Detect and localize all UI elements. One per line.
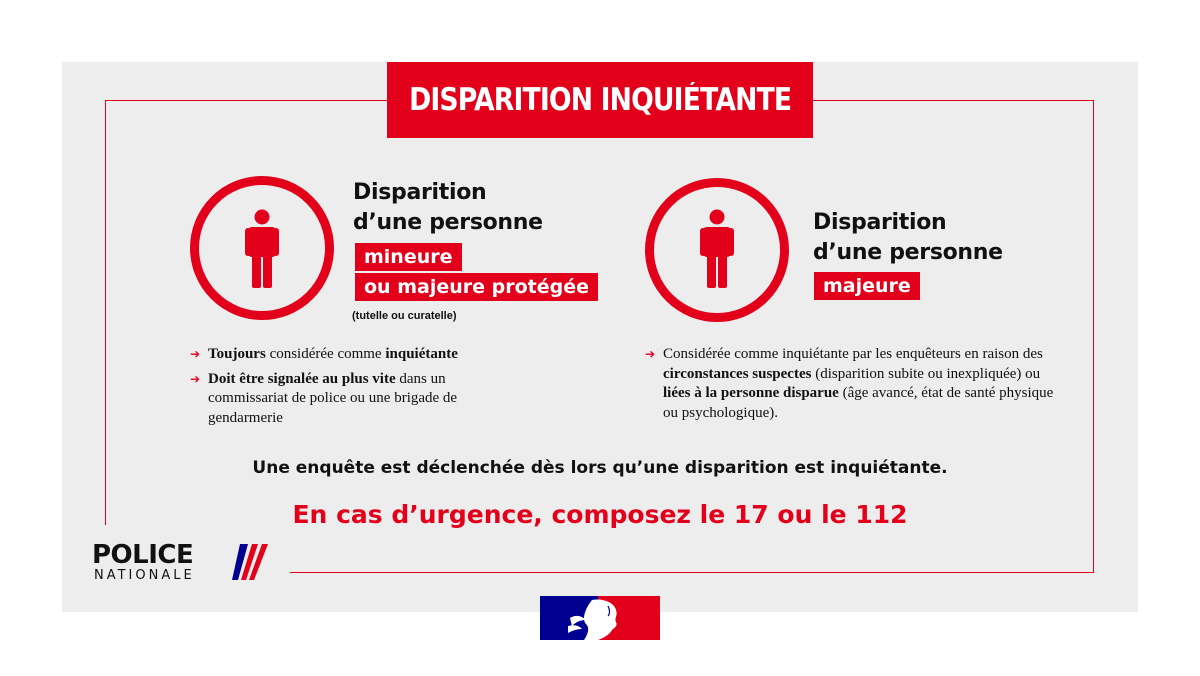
person-icon (245, 209, 279, 289)
arrow-icon: ➔ (190, 371, 201, 386)
frame-top-left (105, 100, 387, 101)
frame-top-right (813, 100, 1094, 101)
bullet-text: considérée comme (265, 346, 386, 362)
left-note: (tutelle ou curatelle) (352, 310, 457, 322)
emergency-text: En cas d’urgence, composez le 17 ou le 112 (292, 500, 908, 529)
police-nationale-logo (92, 540, 282, 588)
left-heading-line1: Disparition (353, 180, 487, 205)
right-heading-line1: Disparition (813, 210, 947, 235)
logo-word-nationale: NATIONALE (94, 568, 195, 583)
bullet-bold: Toujours (208, 346, 266, 362)
marianne-logo (540, 596, 660, 640)
right-heading-line2: d’une personne (813, 240, 1003, 265)
statement-text: Une enquête est déclenchée dès lors qu’une disparition est inquiétante. (252, 458, 948, 478)
bullet-bold: inquiétante (385, 346, 458, 362)
arrow-icon: ➔ (645, 347, 656, 361)
bullet-text: Considérée comme inquiétante par les enquêteurs en raison des (663, 346, 1043, 362)
left-bullet-1 (190, 345, 520, 365)
person-icon (700, 209, 734, 289)
panel-background (62, 62, 1138, 612)
title-banner (387, 62, 813, 138)
left-bullet-2 (190, 370, 520, 429)
bullet-bold: liées à la personne disparue (663, 385, 839, 401)
arrow-icon: ➔ (190, 347, 201, 361)
page-title: DISPARITION INQUIÉTANTE (408, 82, 792, 118)
left-tag-majeure-protegee: ou majeure protégée (355, 273, 598, 301)
left-tag-mineure: mineure (355, 243, 462, 271)
bullet-text: dans un commissariat de police ou une brigade de gendarmerie (208, 370, 458, 426)
bullet-bold: circonstances suspectes (663, 365, 812, 382)
logo-word-police: POLICE (92, 540, 194, 570)
tricolor-stripes-icon (232, 542, 272, 582)
right-bullet-list (645, 345, 1065, 428)
right-bullet-1 (645, 345, 1065, 423)
left-heading-line2: d’une personne (353, 210, 543, 235)
bullet-bold: Doit être signalée au plus vite (208, 370, 396, 387)
right-heading (813, 208, 1003, 268)
right-tag-majeure: majeure (814, 272, 920, 300)
left-person-circle (190, 176, 334, 320)
bullet-text: (disparition subite ou inexpliquée) ou (811, 365, 1041, 382)
right-person-circle (645, 178, 789, 322)
bullet-text: (âge avancé, état de santé physique ou psychologique). (663, 385, 1054, 421)
left-heading (353, 178, 543, 238)
left-bullet-list (190, 345, 520, 433)
frame-bottom (290, 572, 1094, 573)
